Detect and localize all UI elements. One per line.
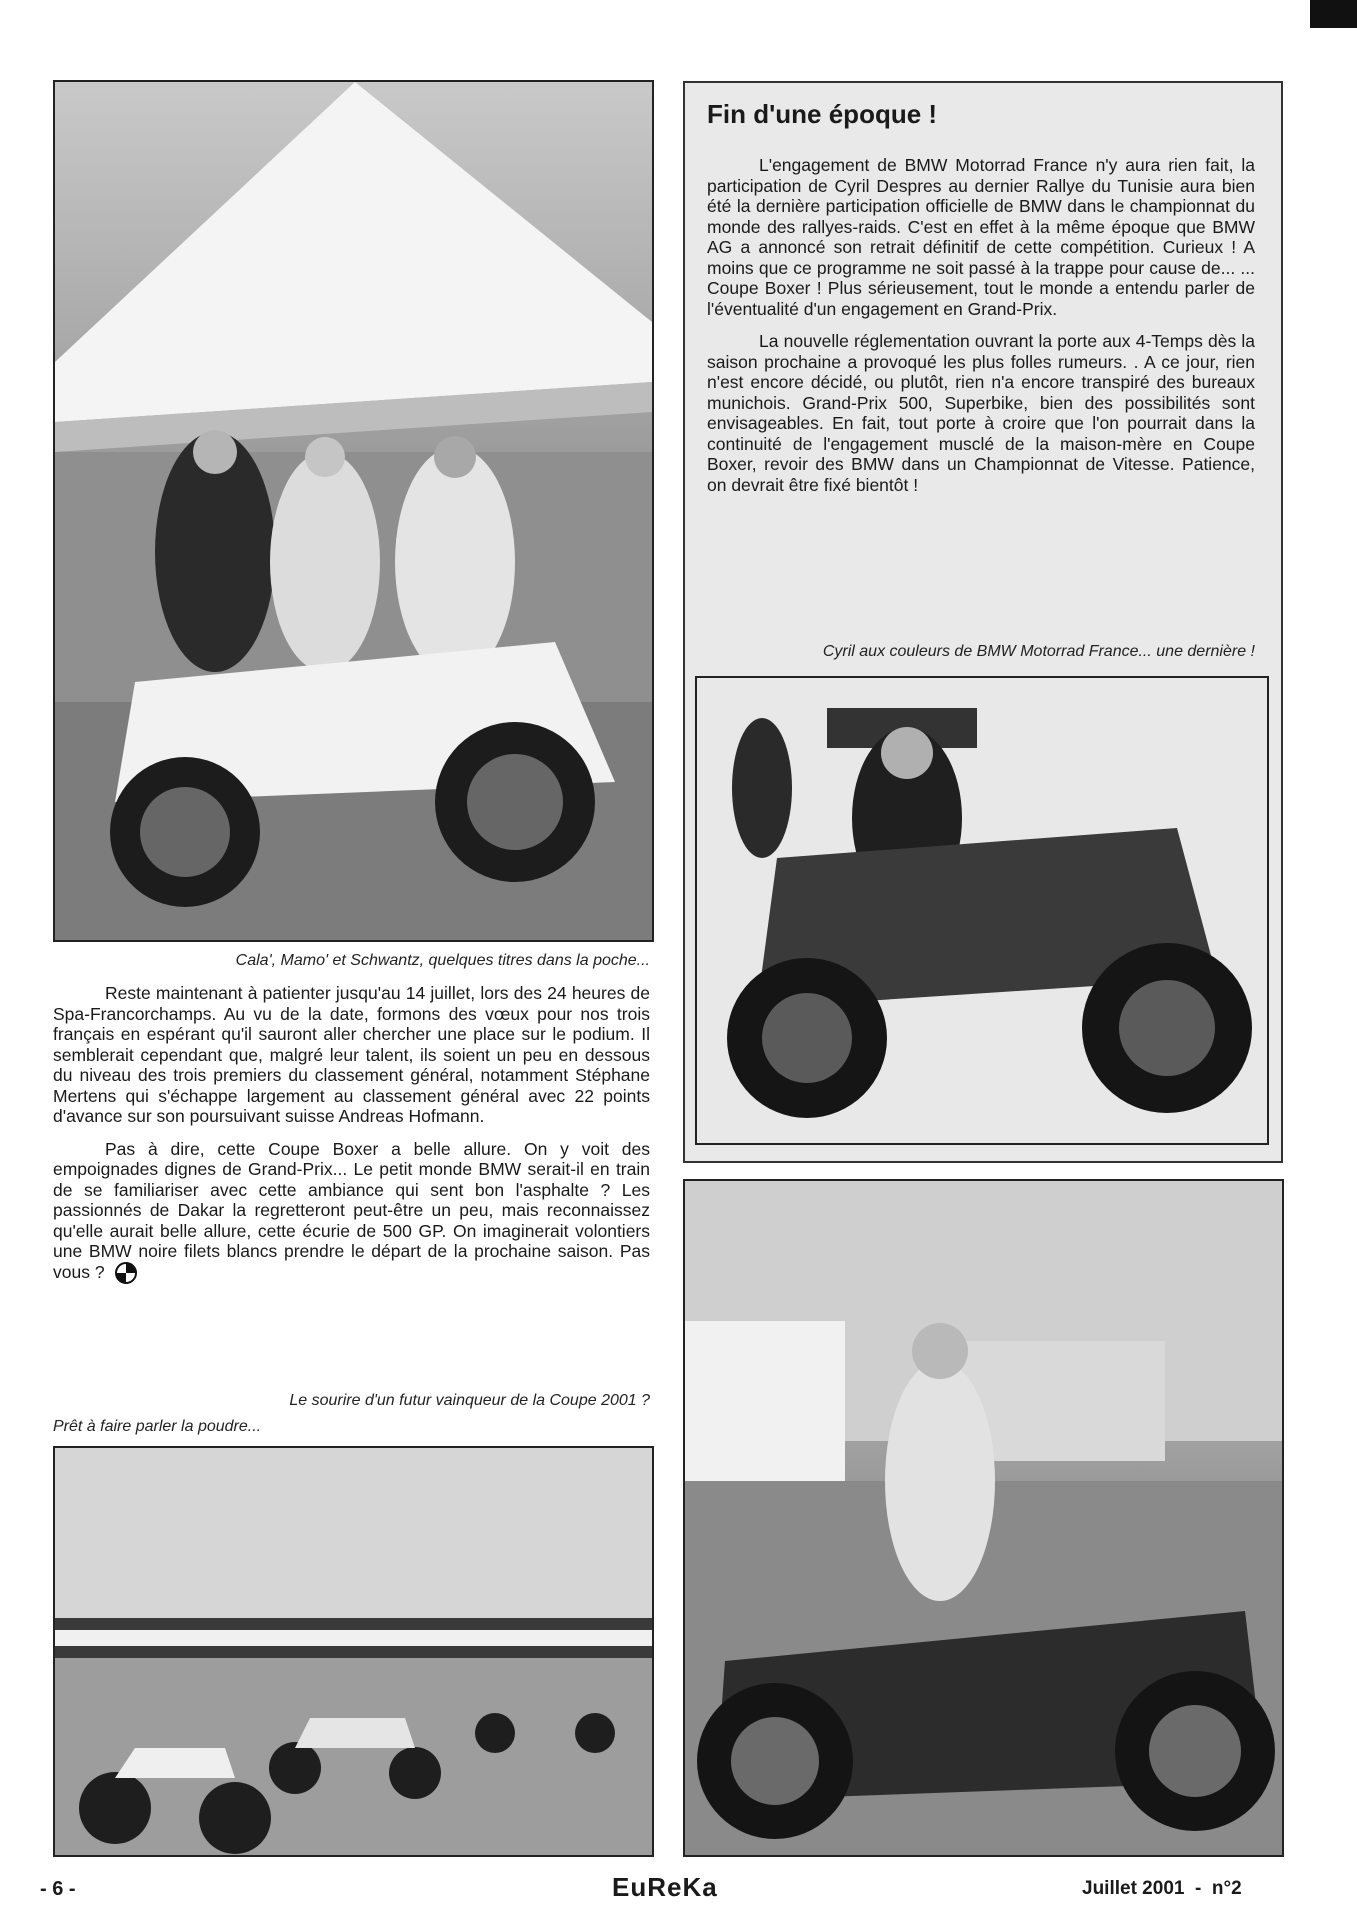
photo4-caption: Prêt à faire parler la poudre... [53,1418,262,1435]
box-caption: Cyril aux couleurs de BMW Motorrad France... une dernière ! [822,643,1255,660]
article-paragraph-1: Reste maintenant à patienter jusqu'au 14 juillet, lors des 24 heures de Spa-Francorchamps. Au vu de la date, formons des vœux pour nos trois français en espérant qu'il sauront aller chercher une place sur le podium. Il semblerait cependant que, malgré leur talent, ils soient un peu en dessous du niveau des trois premiers du classement général, notamment Stéphane Mertens qui s'échappe largement au classement général avec 22 points d'avance sur son poursuivant suisse Andreas Hofmann. [53,983,650,1126]
photo-riders-tent [53,80,654,942]
page-edge-mark [1310,0,1357,28]
footer-magazine-name: EuReKa [612,1872,718,1902]
footer-issue: Juillet 2001 - n°2 [1082,1878,1242,1899]
box-title: Fin d'une époque ! [707,99,938,129]
photo1-caption: Cala', Mamo' et Schwantz, quelques titres dans la poche... [235,952,650,969]
article-paragraph-2 [53,1139,650,1284]
photo-rally-bike [695,676,1269,1145]
bmw-roundel-icon [115,1262,137,1284]
box-text [707,155,1255,507]
article-text [53,983,650,1296]
article-paragraph-2-text: Pas à dire, cette Coupe Boxer a belle allure. On y voit des empoignades dignes de Grand-Prix... Le petit monde BMW serait-il en train de se familiariser avec cette ambiance qui sent bon l'asphalte ? Les passionnés de Dakar la regretteront peut-être un peu, mais reconnaissez qu'elle aurait belle allure, cette écurie de 500 GP. On imaginerait volontiers une BMW noire filets blancs prendre le départ de la prochaine saison. Pas vous ? [53,1138,650,1282]
photo-rider-seven [683,1179,1284,1857]
box-paragraph-2: La nouvelle réglementation ouvrant la porte aux 4-Temps dès la saison prochaine a provoqué les plus folles rumeurs. . A ce jour, rien n'est encore décidé, ou plutôt, rien n'a encore transpiré des bureaux munichois. Grand-Prix 500, Superbike, bien des possibilités sont envisageables. En fait, tout porte à croire que l'on pourrait dans la continuité de l'engagement musclé de la maison-mère en Coupe Boxer, revoir des BMW dans un Championnat de Vitesse. Patience, on devrait être fixé bientôt ! [707,331,1255,495]
photo3-caption: Le sourire d'un futur vainqueur de la Coupe 2001 ? [289,1392,650,1409]
box-paragraph-1: L'engagement de BMW Motorrad France n'y aura rien fait, la participation de Cyril Despres au dernier Rallye du Tunisie aura bien été la dernière participation officielle de BMW dans le championnat du monde des rallyes-raids. C'est en effet à la même époque que BMW AG a annoncé son retrait définitif de cette compétition. Curieux ! A moins que ce programme ne soit passé à la trappe pour cause de... ... Coupe Boxer ! Plus sérieusement, tout le monde a entendu parler de l'éventualité d'un engagement en Grand-Prix. [707,155,1255,319]
photo-race-start [53,1446,654,1857]
sidebar-box [683,81,1283,1163]
footer-page-number: - 6 - [40,1878,76,1900]
